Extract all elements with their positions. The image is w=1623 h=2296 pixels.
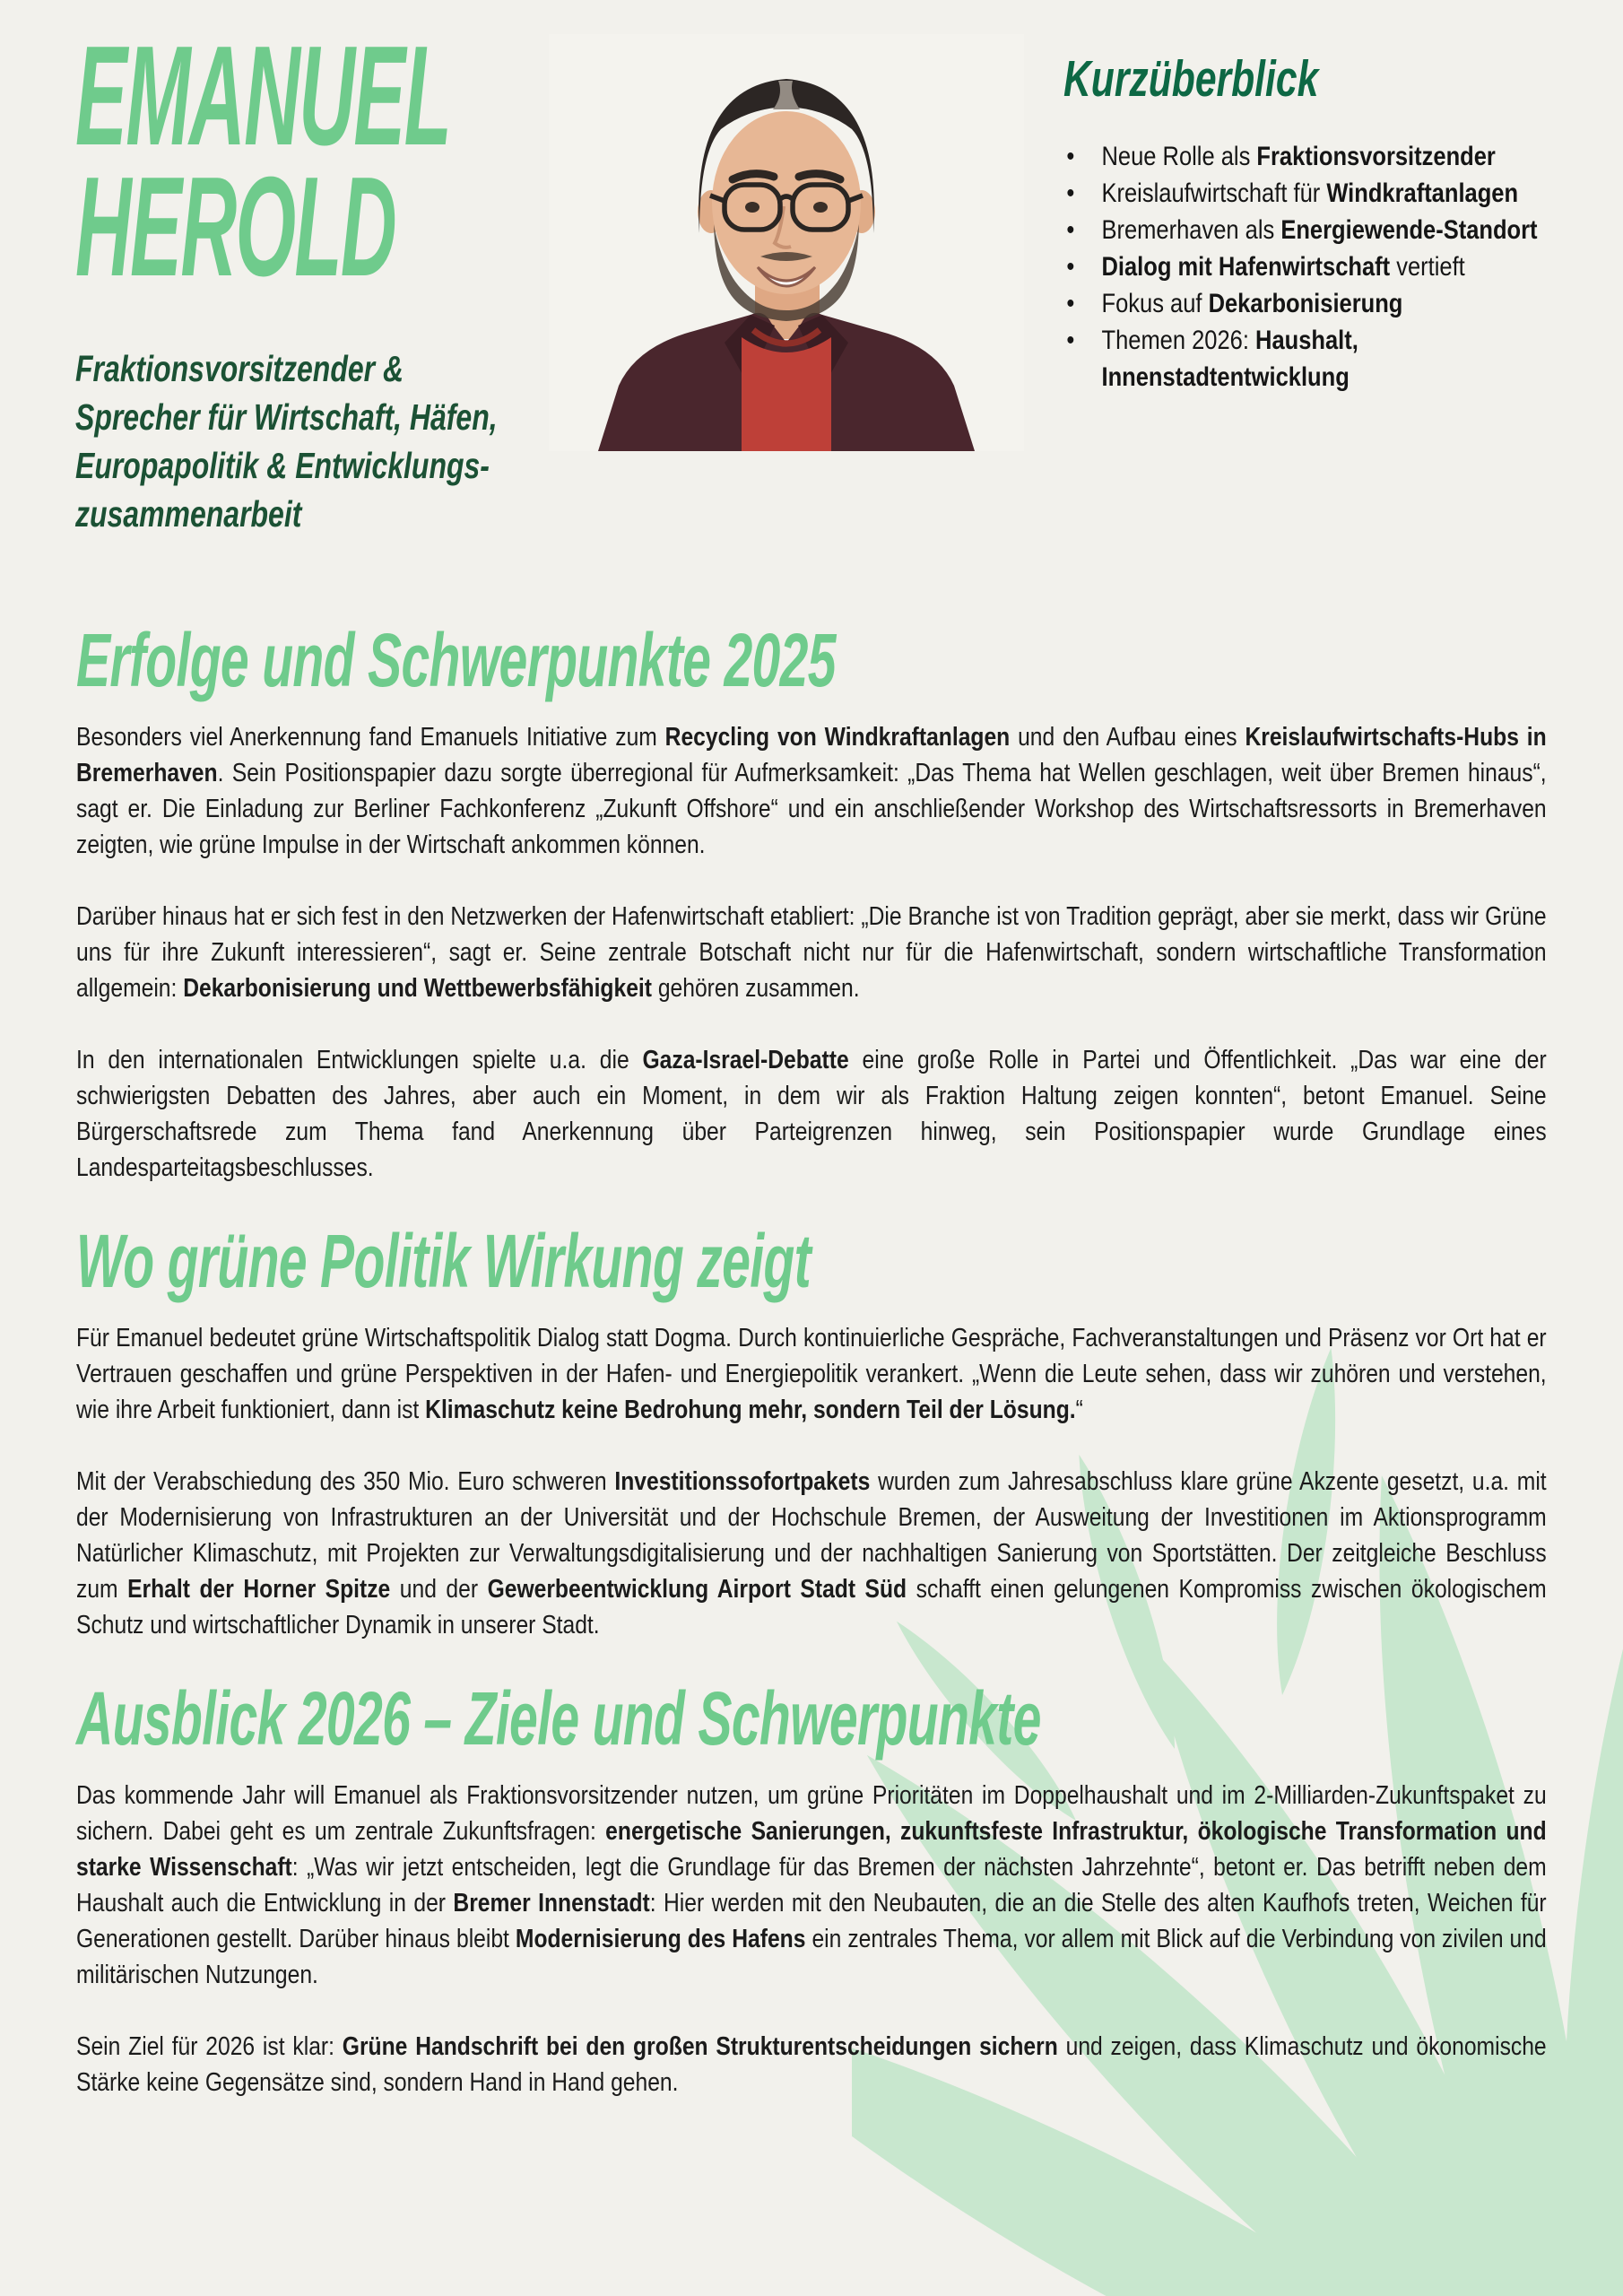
section-wirkung (76, 1219, 1547, 1643)
paragraph: Das kommende Jahr will Emanuel als Fraktionsvorsitzender nutzen, um grüne Prioritäten im Doppelhaushalt und im 2-Milliarden-Zukunftspaket zu sichern. Dabei geht es um zentrale Zukunftsfragen: energetische Sanierungen, zukunftsfeste Infrastruktur, ökologische Transformation und starke Wissenschaft: „Was wir jetzt entscheiden, legt die Grundlage für das Bremen der nächsten Jahrzehnte“, betont er. Das betrifft neben dem Haushalt auch die Entwicklung in der Bremer Innenstadt: Hier werden mit den Neubauten, die an die Stelle des alten Kaufhofs treten, Weichen für Generationen gestellt. Darüber hinaus bleibt Modernisierung des Hafens ein zentrales Thema, vor allem mit Blick auf die Verbindung von zivilen und militärischen Nutzungen. (76, 1781, 1547, 1989)
content (76, 618, 1547, 2136)
bullet-item (1063, 175, 1601, 212)
section-heading: Ausblick 2026 – Ziele und Schwerpunkte (76, 1676, 1041, 1761)
subtitle-line: zusammenarbeit (75, 493, 302, 535)
bullet-text: Neue Rolle als Fraktionsvorsitzender (1101, 142, 1496, 171)
title-line2: HEROLD (75, 148, 396, 306)
section-heading: Wo grüne Politik Wirkung zeigt (76, 1219, 811, 1303)
bullet-dot: • (1066, 178, 1075, 208)
overview-bullets (1063, 138, 1601, 396)
paragraph: Darüber hinaus hat er sich fest in den Netzwerken der Hafenwirtschaft etabliert: „Die Branche ist von Tradition geprägt, aber sie merkt, dass wir Grüne uns für ihre Zukunft interessieren“, sagt er. Seine zentrale Botschaft nicht nur für die Hafenwirtschaft, sondern wirtschaftliche Transformation allgemein: Dekarbonisierung und Wettbewerbsfähigkeit gehören zusammen. (76, 902, 1547, 1003)
bullet-text: Fokus auf Dekarbonisierung (1101, 289, 1403, 318)
bullet-text: Themen 2026: Haushalt, Innenstadtentwicklung (1101, 326, 1358, 392)
paragraph: Besonders viel Anerkennung fand Emanuels Initiative zum Recycling von Windkraftanlagen und den Aufbau eines Kreislaufwirtschafts-Hubs in Bremerhaven. Sein Positionspapier dazu sorgte überregional für Aufmerksamkeit: „Das Thema hat Wellen geschlagen, weit über Bremen hinaus“, sagt er. Die Einladung zur Berliner Fachkonferenz „Zukunft Offshore“ und ein anschließender Workshop des Wirtschaftsressorts in Bremerhaven zeigten, wie grüne Impulse in der Wirtschaft ankommen können. (76, 723, 1547, 859)
section-heading: Erfolge und Schwerpunkte 2025 (76, 618, 836, 702)
bullet-item (1063, 248, 1601, 285)
bullet-dot: • (1066, 326, 1075, 355)
page-title (75, 17, 757, 306)
bullet-text: Dialog mit Hafenwirtschaft vertieft (1101, 252, 1465, 282)
tee-shirt (742, 337, 831, 451)
title-line1: EMANUEL (75, 17, 451, 175)
subtitle-line: Sprecher für Wirtschaft, Häfen, (75, 396, 498, 438)
bullet-dot: • (1066, 215, 1075, 245)
overview-panel (1063, 52, 1601, 396)
overview-heading: Kurzüberblick (1063, 50, 1319, 108)
bullet-dot: • (1066, 142, 1075, 171)
bullet-text: Kreislaufwirtschaft für Windkraftanlagen (1101, 178, 1519, 208)
section-erfolge (76, 618, 1547, 1186)
bullet-dot: • (1066, 252, 1075, 282)
paragraph: Mit der Verabschiedung des 350 Mio. Euro schweren Investitionssofortpakets wurden zum Jahresabschluss klare grüne Akzente gesetzt, u.a. mit der Modernisierung von Infrastrukturen an der Universität und der Hochschule Bremen, der Ausweitung der Investitionen im Aktionsprogramm Natürlicher Klimaschutz, mit Projekten zur Verwaltungsdigitalisierung und der nachhaltigen Sanierung von Sportstätten. Der zeitgleiche Beschluss zum Erhalt der Horner Spitze und der Gewerbeentwicklung Airport Stadt Süd schafft einen gelungenen Kompromiss zwischen ökologischem Schutz und wirtschaftlicher Dynamik in unserer Stadt. (76, 1467, 1547, 1639)
bullet-item (1063, 212, 1601, 248)
subtitle (75, 344, 616, 538)
section-ausblick (76, 1676, 1547, 2100)
bullet-item (1063, 285, 1601, 322)
paragraph: Für Emanuel bedeutet grüne Wirtschaftspolitik Dialog statt Dogma. Durch kontinuierliche Gespräche, Fachveranstaltungen und Präsenz vor Ort hat er Vertrauen geschaffen und grüne Perspektiven in der Hafen- und Energiepolitik verankert. „Wenn die Leute sehen, dass wir zuhören und verstehen, wie ihre Arbeit funktioniert, dann ist Klimaschutz keine Bedrohung mehr, sondern Teil der Lösung.“ (76, 1324, 1547, 1424)
paragraph: In den internationalen Entwicklungen spielte u.a. die Gaza-Israel-Debatte eine große Rolle in Partei und Öffentlichkeit. „Das war eine der schwierigsten Debatten des Jahres, aber auch ein Moment, in dem wir als Fraktion Haltung zeigen konnten“, betont Emanuel. Seine Bürgerschaftsrede zum Thema fand Anerkennung über Parteigrenzen hinweg, sein Positionspapier wurde Grundlage eines Landesparteitagsbeschlusses. (76, 1046, 1547, 1182)
paragraph: Sein Ziel für 2026 ist klar: Grüne Handschrift bei den großen Strukturentscheidungen sichern und zeigen, dass Klimaschutz und ökonomische Stärke keine Gegensätze sind, sondern Hand in Hand gehen. (76, 2032, 1547, 2097)
subtitle-line: Fraktionsvorsitzender & (75, 348, 404, 389)
bullet-item (1063, 138, 1601, 175)
bullet-item (1063, 322, 1601, 396)
bullet-dot: • (1066, 289, 1075, 318)
subtitle-line: Europapolitik & Entwicklungs- (75, 445, 490, 486)
bullet-text: Bremerhaven als Energiewende-Standort (1101, 215, 1538, 245)
